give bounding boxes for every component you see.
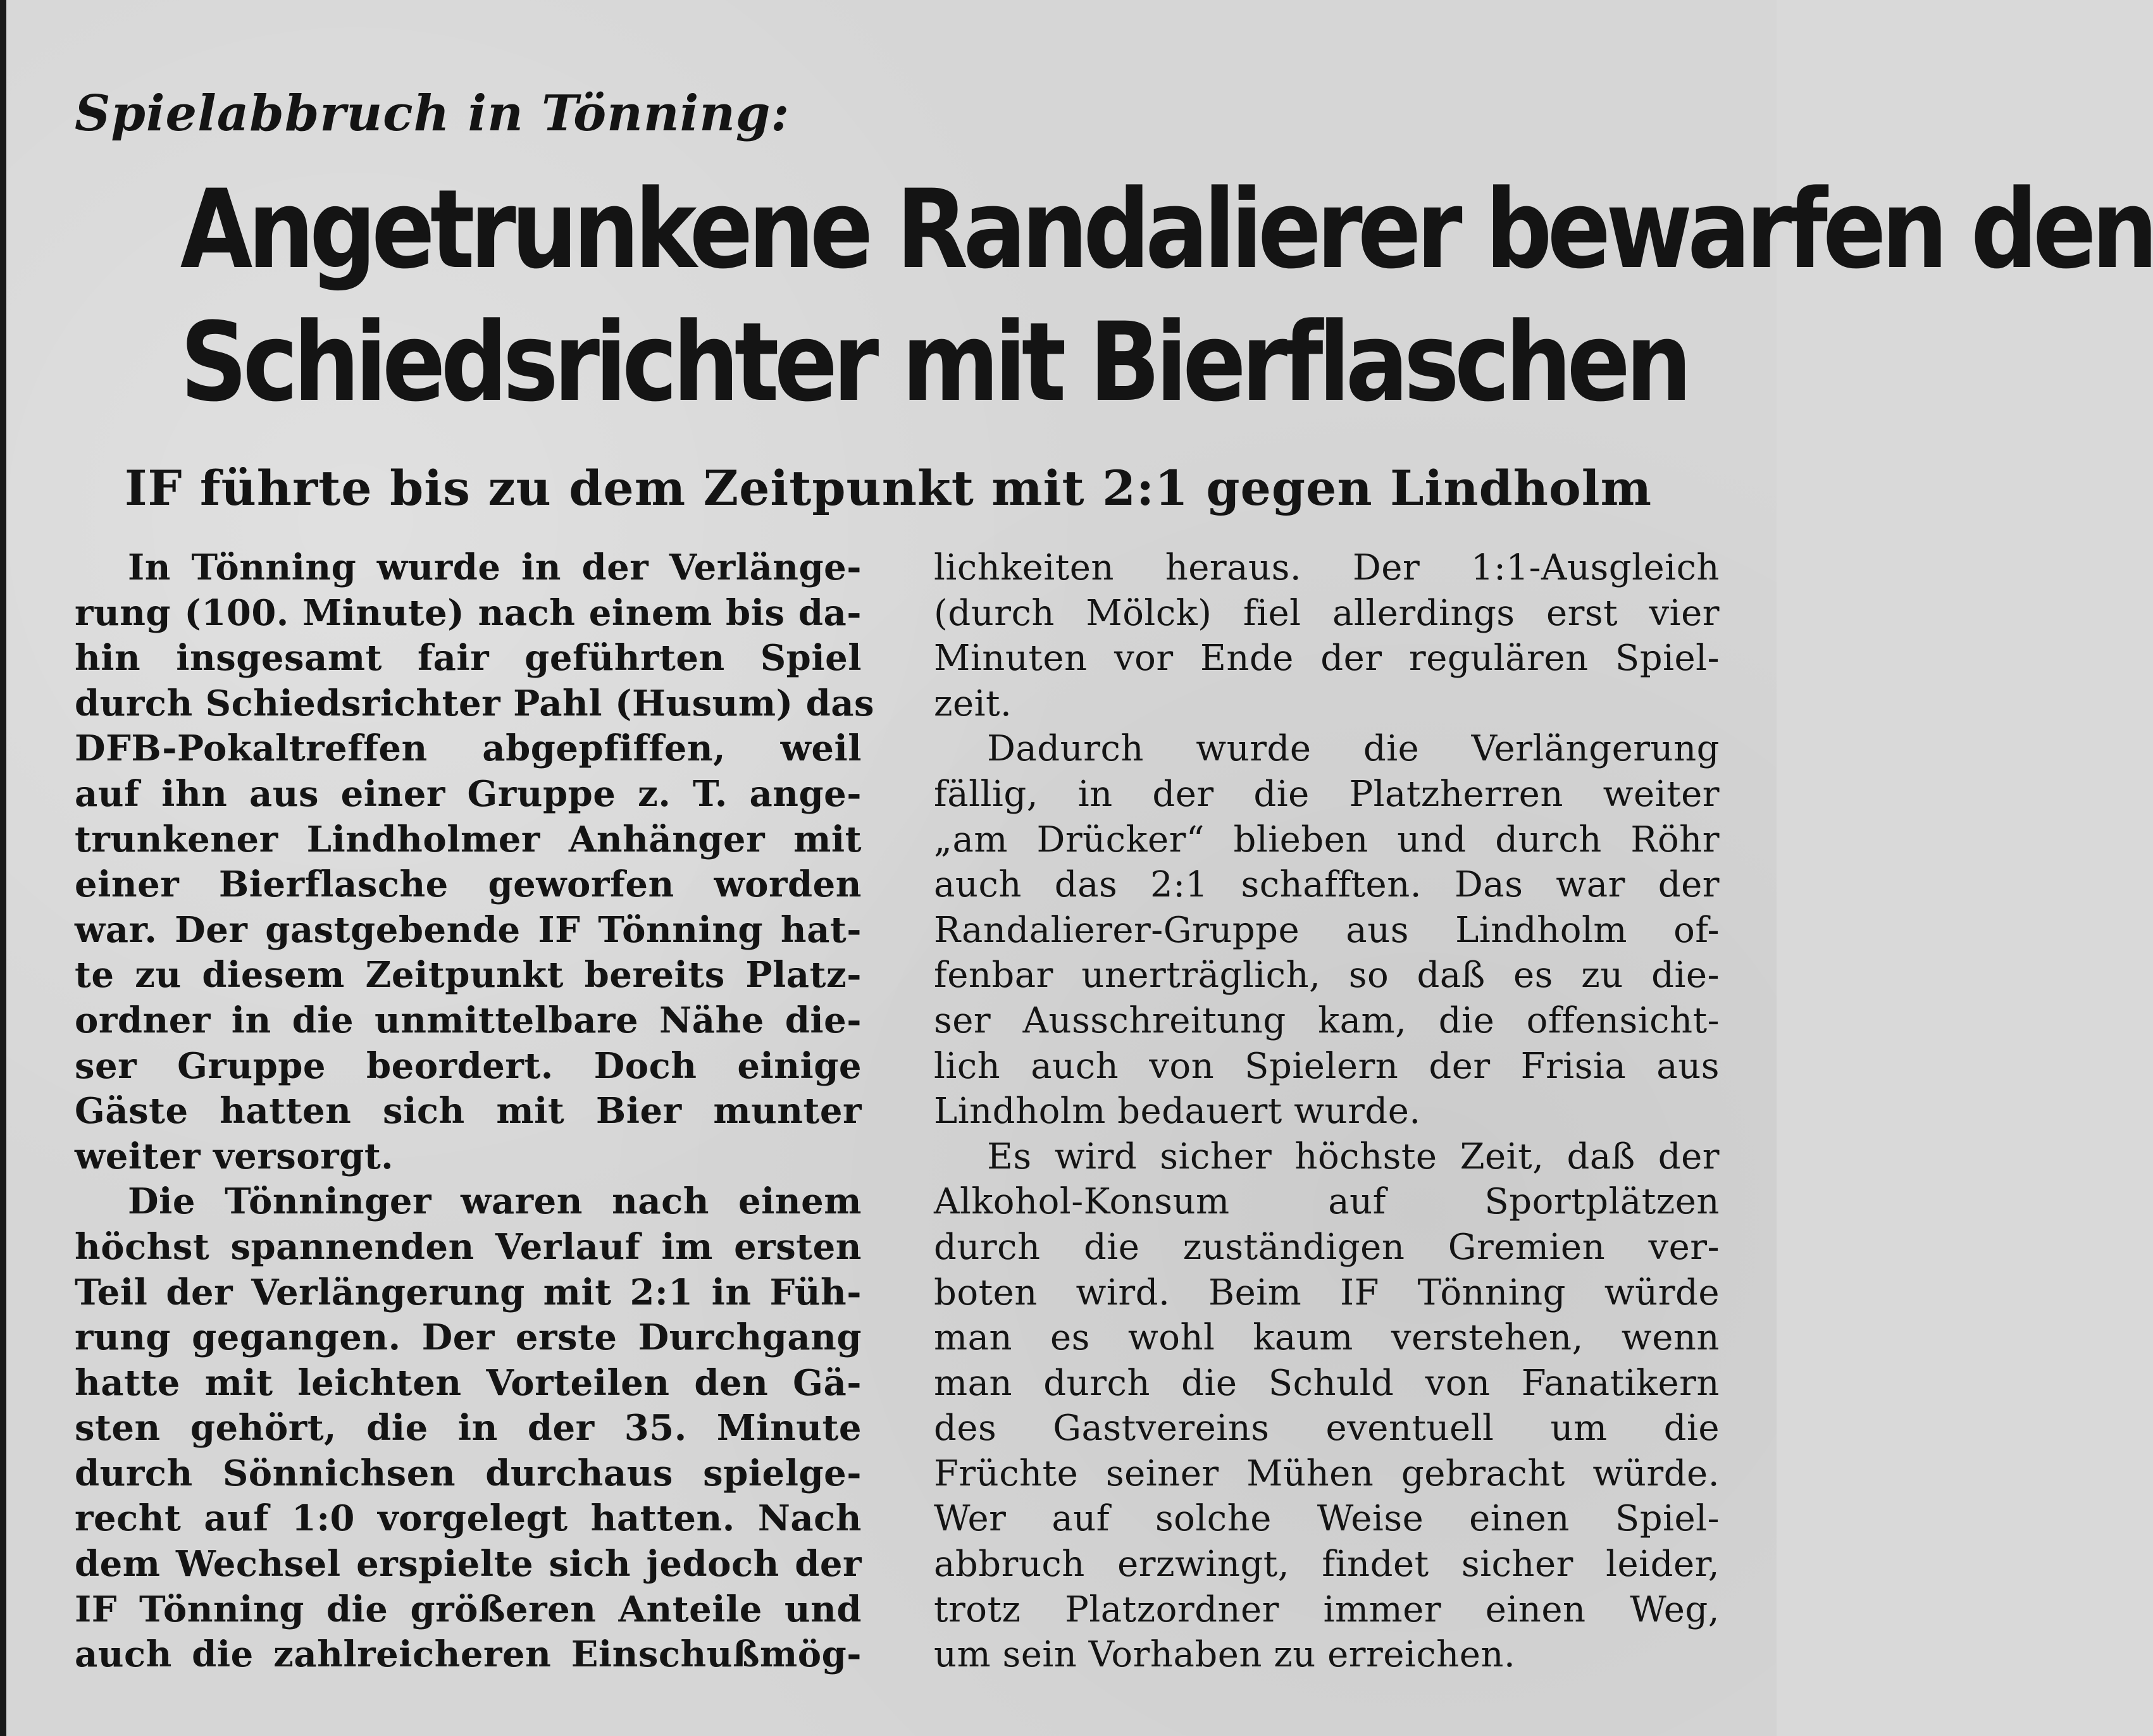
text-line: ordner in die unmittelbare Nähe die- xyxy=(75,999,862,1041)
text-line: IF Tönning die größeren Anteile und xyxy=(75,1588,862,1630)
headline-line-1: Angetrunkene Randalierer bewarfen den xyxy=(180,166,2153,293)
text-line: lichkeiten heraus. Der 1:1-Ausgleich xyxy=(934,547,1720,588)
article-column-right xyxy=(934,545,1720,1678)
text-line: war. Der gastgebende IF Tönning hat- xyxy=(75,908,862,951)
text-line: dem Wechsel erspielte sich jedoch der xyxy=(75,1543,862,1585)
text-line: auch die zahlreicheren Einschußmög- xyxy=(75,1634,862,1676)
text-line: sten gehört, die in der 35. Minute xyxy=(75,1407,862,1449)
text-line: lich auch von Spielern der Frisia aus xyxy=(934,1045,1720,1087)
text-line: Wer auf solche Weise einen Spiel- xyxy=(934,1498,1720,1540)
text-line: recht auf 1:0 vorgelegt hatten. Nach xyxy=(75,1497,862,1540)
text-line: ser Gruppe beordert. Doch einige xyxy=(75,1045,862,1087)
text-line: auch das 2:1 schafften. Das war der xyxy=(934,864,1720,906)
text-line: Lindholm bedauert wurde. xyxy=(934,1091,1421,1132)
scan-edge xyxy=(0,0,6,1736)
text-line: durch Sönnichsen durchaus spielge- xyxy=(75,1452,862,1494)
text-line: Gäste hatten sich mit Bier munter xyxy=(75,1090,862,1132)
paragraph xyxy=(934,726,1720,1134)
text-line: te zu diesem Zeitpunkt bereits Platz- xyxy=(75,954,862,996)
text-line: Es wird sicher höchste Zeit, daß der xyxy=(987,1136,1720,1177)
text-line: Randalierer-Gruppe aus Lindholm of- xyxy=(934,909,1720,951)
paragraph xyxy=(934,1134,1720,1678)
text-line: Minuten vor Ende der regulären Spiel- xyxy=(934,638,1720,679)
text-line: hatte mit leichten Vorteilen den Gä- xyxy=(75,1361,862,1404)
text-line: durch Schiedsrichter Pahl (Husum) das xyxy=(75,682,875,724)
text-line: Teil der Verlängerung mit 2:1 in Füh- xyxy=(75,1271,862,1313)
text-line: trotz Platzordner immer einen Weg, xyxy=(934,1589,1720,1630)
text-line: um sein Vorhaben zu erreichen. xyxy=(934,1634,1516,1676)
text-line: In Tönning wurde in der Verlänge- xyxy=(128,547,862,588)
text-line: auf ihn aus einer Gruppe z. T. ange- xyxy=(75,772,862,815)
text-line: des Gastvereins eventuell um die xyxy=(934,1408,1720,1449)
text-line: durch die zuständigen Gremien ver- xyxy=(934,1226,1720,1268)
article-kicker: Spielabbruch in Tönning: xyxy=(75,85,790,142)
text-line: fällig, in der die Platzherren weiter xyxy=(934,773,1720,815)
text-line: einer Bierflasche geworfen worden xyxy=(75,864,862,906)
article-headline xyxy=(180,163,2153,435)
paragraph xyxy=(75,1179,862,1678)
text-line: „am Drücker“ blieben und durch Röhr xyxy=(934,819,1720,860)
headline-line-2: Schiedsrichter mit Bierflaschen xyxy=(180,299,1687,426)
paragraph xyxy=(75,545,875,1179)
text-line: trunkener Lindholmer Anhänger mit xyxy=(75,818,862,860)
text-line: man durch die Schuld von Fanatikern xyxy=(934,1362,1720,1404)
text-line: man es wohl kaum verstehen, wenn xyxy=(934,1317,1720,1359)
text-line: rung gegangen. Der erste Durchgang xyxy=(75,1317,862,1359)
text-line: DFB-Pokaltreffen abgepfiffen, weil xyxy=(75,728,862,770)
article-subheadline: IF führte bis zu dem Zeitpunkt mit 2:1 gegen Lindholm xyxy=(124,460,1653,516)
text-line: Früchte seiner Mühen gebracht würde. xyxy=(934,1453,1720,1494)
text-line: Alkohol-Konsum auf Sportplätzen xyxy=(934,1181,1720,1223)
text-line: höchst spannenden Verlauf im ersten xyxy=(75,1225,862,1268)
text-line: weiter versorgt. xyxy=(75,1135,394,1177)
text-line: Die Tönninger waren nach einem xyxy=(128,1181,862,1223)
text-line: ser Ausschreitung kam, die offensicht- xyxy=(934,1000,1720,1041)
paragraph xyxy=(934,545,1720,726)
text-line: abbruch erzwingt, findet sicher leider, xyxy=(934,1544,1720,1585)
text-line: Dadurch wurde die Verlängerung xyxy=(987,728,1720,770)
text-line: (durch Mölck) fiel allerdings erst vier xyxy=(934,592,1720,634)
article-column-left xyxy=(75,545,875,1678)
text-line: hin insgesamt fair geführten Spiel xyxy=(75,637,862,679)
text-line: fenbar unerträglich, so daß es zu die- xyxy=(934,955,1720,996)
text-line: rung (100. Minute) nach einem bis da- xyxy=(75,592,862,634)
text-line: zeit. xyxy=(934,683,1012,724)
text-line: boten wird. Beim IF Tönning würde xyxy=(934,1272,1720,1313)
